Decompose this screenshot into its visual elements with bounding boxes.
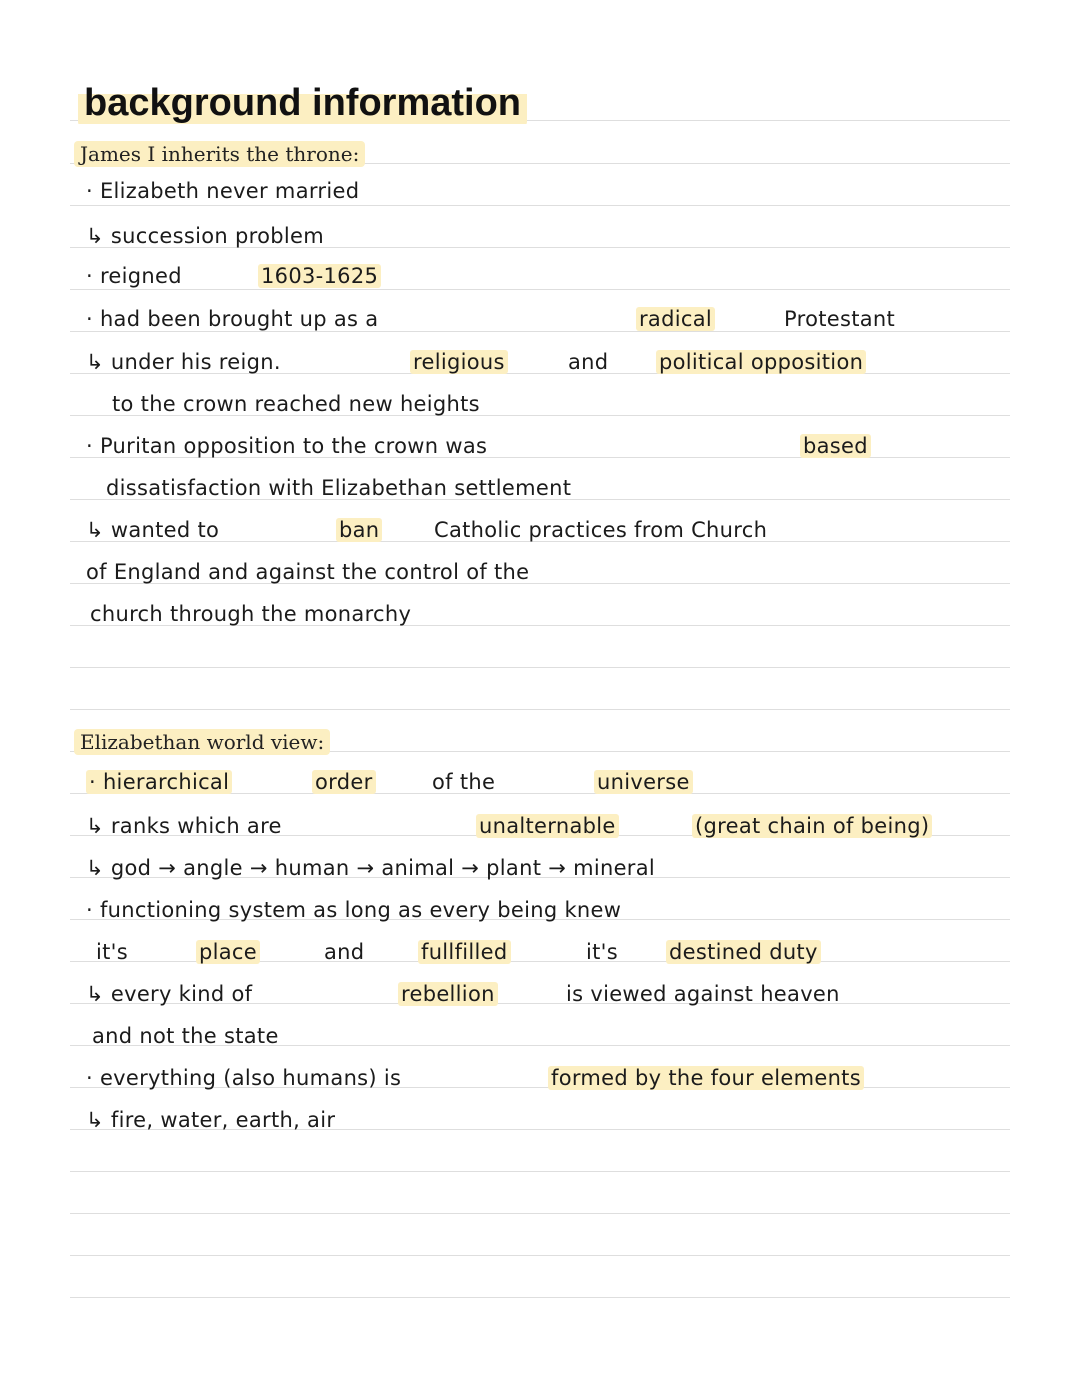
section-heading-world-view: Elizabethan world view: — [74, 729, 330, 755]
page-title: background information — [78, 80, 527, 126]
highlighted-term: universe — [594, 770, 693, 794]
highlighted-term: order — [312, 770, 376, 794]
highlighted-term: formed by the four elements — [548, 1066, 864, 1090]
note-line: church through the monarchy — [90, 602, 412, 626]
note-line: to the crown reached new heights — [112, 392, 480, 416]
highlighted-term: ban — [336, 518, 382, 542]
highlighted-term: based — [800, 434, 871, 458]
highlighted-term: rebellion — [398, 982, 498, 1006]
note-line: of the — [432, 770, 496, 794]
highlighted-term: place — [196, 940, 260, 964]
note-line: and — [324, 940, 365, 964]
highlighted-term: religious — [410, 350, 508, 374]
note-line: ↳ god → angle → human → animal → plant → mineral — [86, 856, 656, 880]
note-line: ↳ fire, water, earth, air — [86, 1108, 336, 1132]
highlighted-term: radical — [636, 307, 715, 331]
note-line: it's — [586, 940, 618, 964]
highlighted-term: fullfilled — [418, 940, 511, 964]
note-line: is viewed against heaven — [566, 982, 840, 1006]
section-heading-james: James I inherits the throne: — [74, 141, 365, 167]
ruled-line — [70, 1213, 1010, 1214]
note-line: Catholic practices from Church — [434, 518, 768, 542]
highlighted-term: destined duty — [666, 940, 821, 964]
highlighted-term: unalternable — [476, 814, 619, 838]
note-line: ↳ wanted to — [86, 518, 220, 542]
note-line: · functioning system as long as every being knew — [86, 898, 622, 922]
note-line: · Elizabeth never married — [86, 179, 360, 203]
note-line: of England and against the control of the — [86, 560, 530, 584]
note-line: ↳ succession problem — [86, 224, 324, 248]
note-line: it's — [96, 940, 128, 964]
note-line: ↳ ranks which are — [86, 814, 282, 838]
note-line: Protestant — [784, 307, 896, 331]
note-line: dissatisfaction with Elizabethan settlement — [106, 476, 572, 500]
highlighted-term: · hierarchical — [86, 770, 232, 794]
highlighted-date: 1603-1625 — [258, 264, 381, 288]
ruled-line — [70, 709, 1010, 710]
note-line: · reigned — [86, 264, 182, 288]
ruled-line — [70, 289, 1010, 290]
note-line: · everything (also humans) is — [86, 1066, 402, 1090]
note-line: · Puritan opposition to the crown was — [86, 434, 488, 458]
note-line: ↳ every kind of — [86, 982, 253, 1006]
highlighted-term: political opposition — [656, 350, 866, 374]
highlighted-term: (great chain of being) — [692, 814, 932, 838]
note-line: and not the state — [92, 1024, 279, 1048]
ruled-line — [70, 1171, 1010, 1172]
ruled-line — [70, 205, 1010, 206]
ruled-line — [70, 667, 1010, 668]
note-line: ↳ under his reign. — [86, 350, 281, 374]
ruled-line — [70, 1297, 1010, 1298]
note-line: · had been brought up as a — [86, 307, 379, 331]
note-line: and — [568, 350, 609, 374]
ruled-line — [70, 1255, 1010, 1256]
